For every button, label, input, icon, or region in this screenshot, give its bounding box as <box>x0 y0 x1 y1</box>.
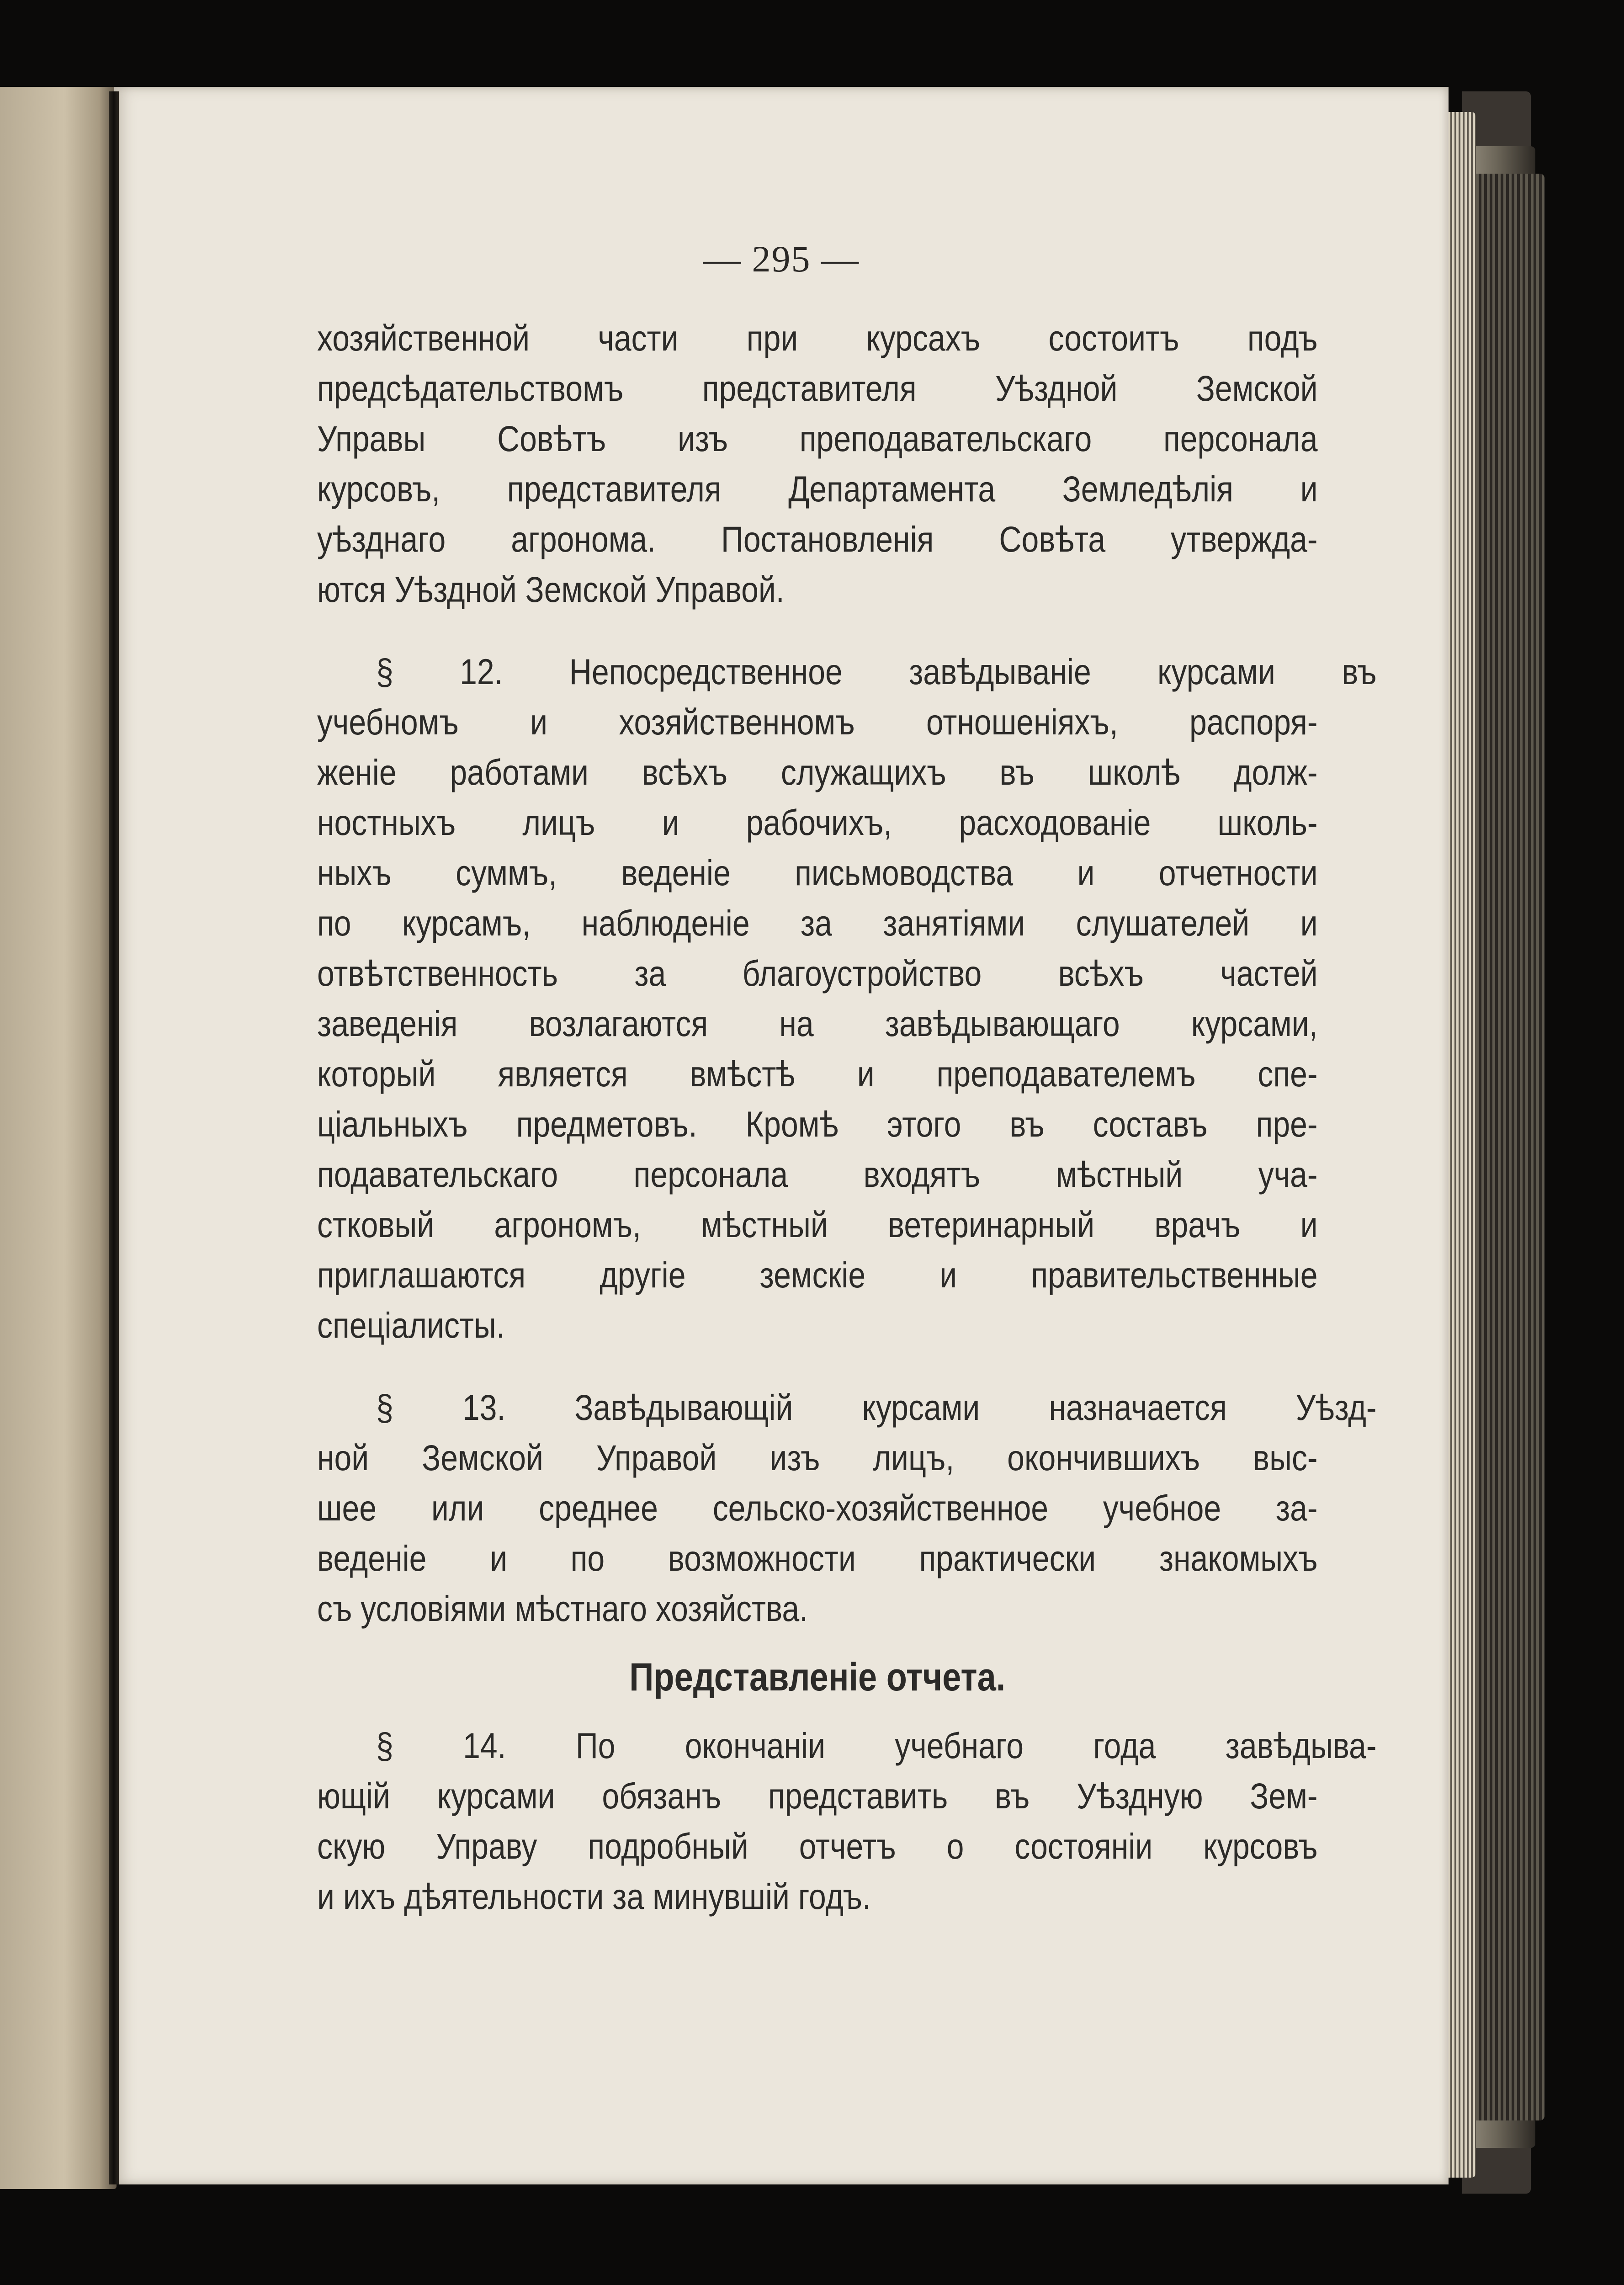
text-line: который является вмѣстѣ и преподавателемъ спе- <box>317 1053 1318 1094</box>
text-line: скую Управу подробный отчетъ о состояніи курсовъ <box>317 1826 1318 1866</box>
text-line: женіе работами всѣхъ служащихъ въ школѣ долж- <box>317 752 1318 792</box>
previous-page-edge <box>0 87 117 2189</box>
paragraph-14-start: § 14. По окончаніи учебнаго года завѣдыва- <box>376 1725 1377 1766</box>
text-line: шее или среднее сельско-хозяйственное учебное за- <box>317 1488 1318 1528</box>
text-line: ныхъ суммъ, веденіе письмоводства и отчетности <box>317 852 1318 893</box>
text-line: уѣзднаго агронома. Постановленія Совѣта утвержда- <box>317 519 1318 559</box>
text-line: учебномъ и хозяйственномъ отношеніяхъ, распоря- <box>317 701 1318 742</box>
paragraph-12-start: § 12. Непосредственное завѣдываніе курсами въ <box>376 651 1377 692</box>
text-line: подавательскаго персонала входятъ мѣстный уча- <box>317 1154 1318 1195</box>
text-line: приглашаются другіе земскіе и правительственные <box>317 1254 1318 1295</box>
text-line: предсѣдательствомъ представителя Уѣздной Земской <box>317 368 1318 409</box>
text-line: и ихъ дѣятельности за минувшій годъ. <box>317 1876 871 1917</box>
text-line: ной Земской Управой изъ лицъ, окончившихъ выс- <box>317 1437 1318 1478</box>
text-line: стковый агрономъ, мѣстный ветеринарный врачъ и <box>317 1204 1318 1245</box>
text-line: съ условіями мѣстнаго хозяйства. <box>317 1588 808 1629</box>
text-line: ющій курсами обязанъ представить въ Уѣздную Зем- <box>317 1775 1318 1816</box>
book-gutter <box>109 91 119 2184</box>
paragraph-13-start: § 13. Завѣдывающій курсами назначается Уѣзд- <box>376 1387 1377 1428</box>
text-line: ются Уѣздной Земской Управой. <box>317 569 785 610</box>
text-line: заведенія возлагаются на завѣдывающаго курсами, <box>317 1003 1318 1044</box>
text-line: Управы Совѣтъ изъ преподавательскаго персонала <box>317 418 1318 459</box>
text-line: спеціалисты. <box>317 1305 505 1345</box>
text-line: по курсамъ, наблюденіе за занятіями слушателей и <box>317 903 1318 943</box>
page-stack-edge <box>1476 174 1544 2120</box>
text-line: веденіе и по возможности практически знакомыхъ <box>317 1538 1318 1578</box>
page-body <box>317 313 1377 1922</box>
text-line: ностныхъ лицъ и рабочихъ, расходованіе школь- <box>317 802 1318 843</box>
text-line: курсовъ, представителя Департамента Земледѣлія и <box>317 468 1318 509</box>
page-stack-edge <box>1444 112 1476 2178</box>
text-line: ціальныхъ предметовъ. Кромѣ этого въ составъ пре- <box>317 1104 1318 1144</box>
text-line: отвѣтственность за благоустройство всѣхъ частей <box>317 953 1318 994</box>
book-page <box>114 87 1449 2184</box>
page-number: — 295 — <box>703 238 860 280</box>
section-heading: Представленіе отчета. <box>629 1655 1006 1699</box>
text-line: хозяйственной части при курсахъ состоитъ подъ <box>317 318 1318 358</box>
